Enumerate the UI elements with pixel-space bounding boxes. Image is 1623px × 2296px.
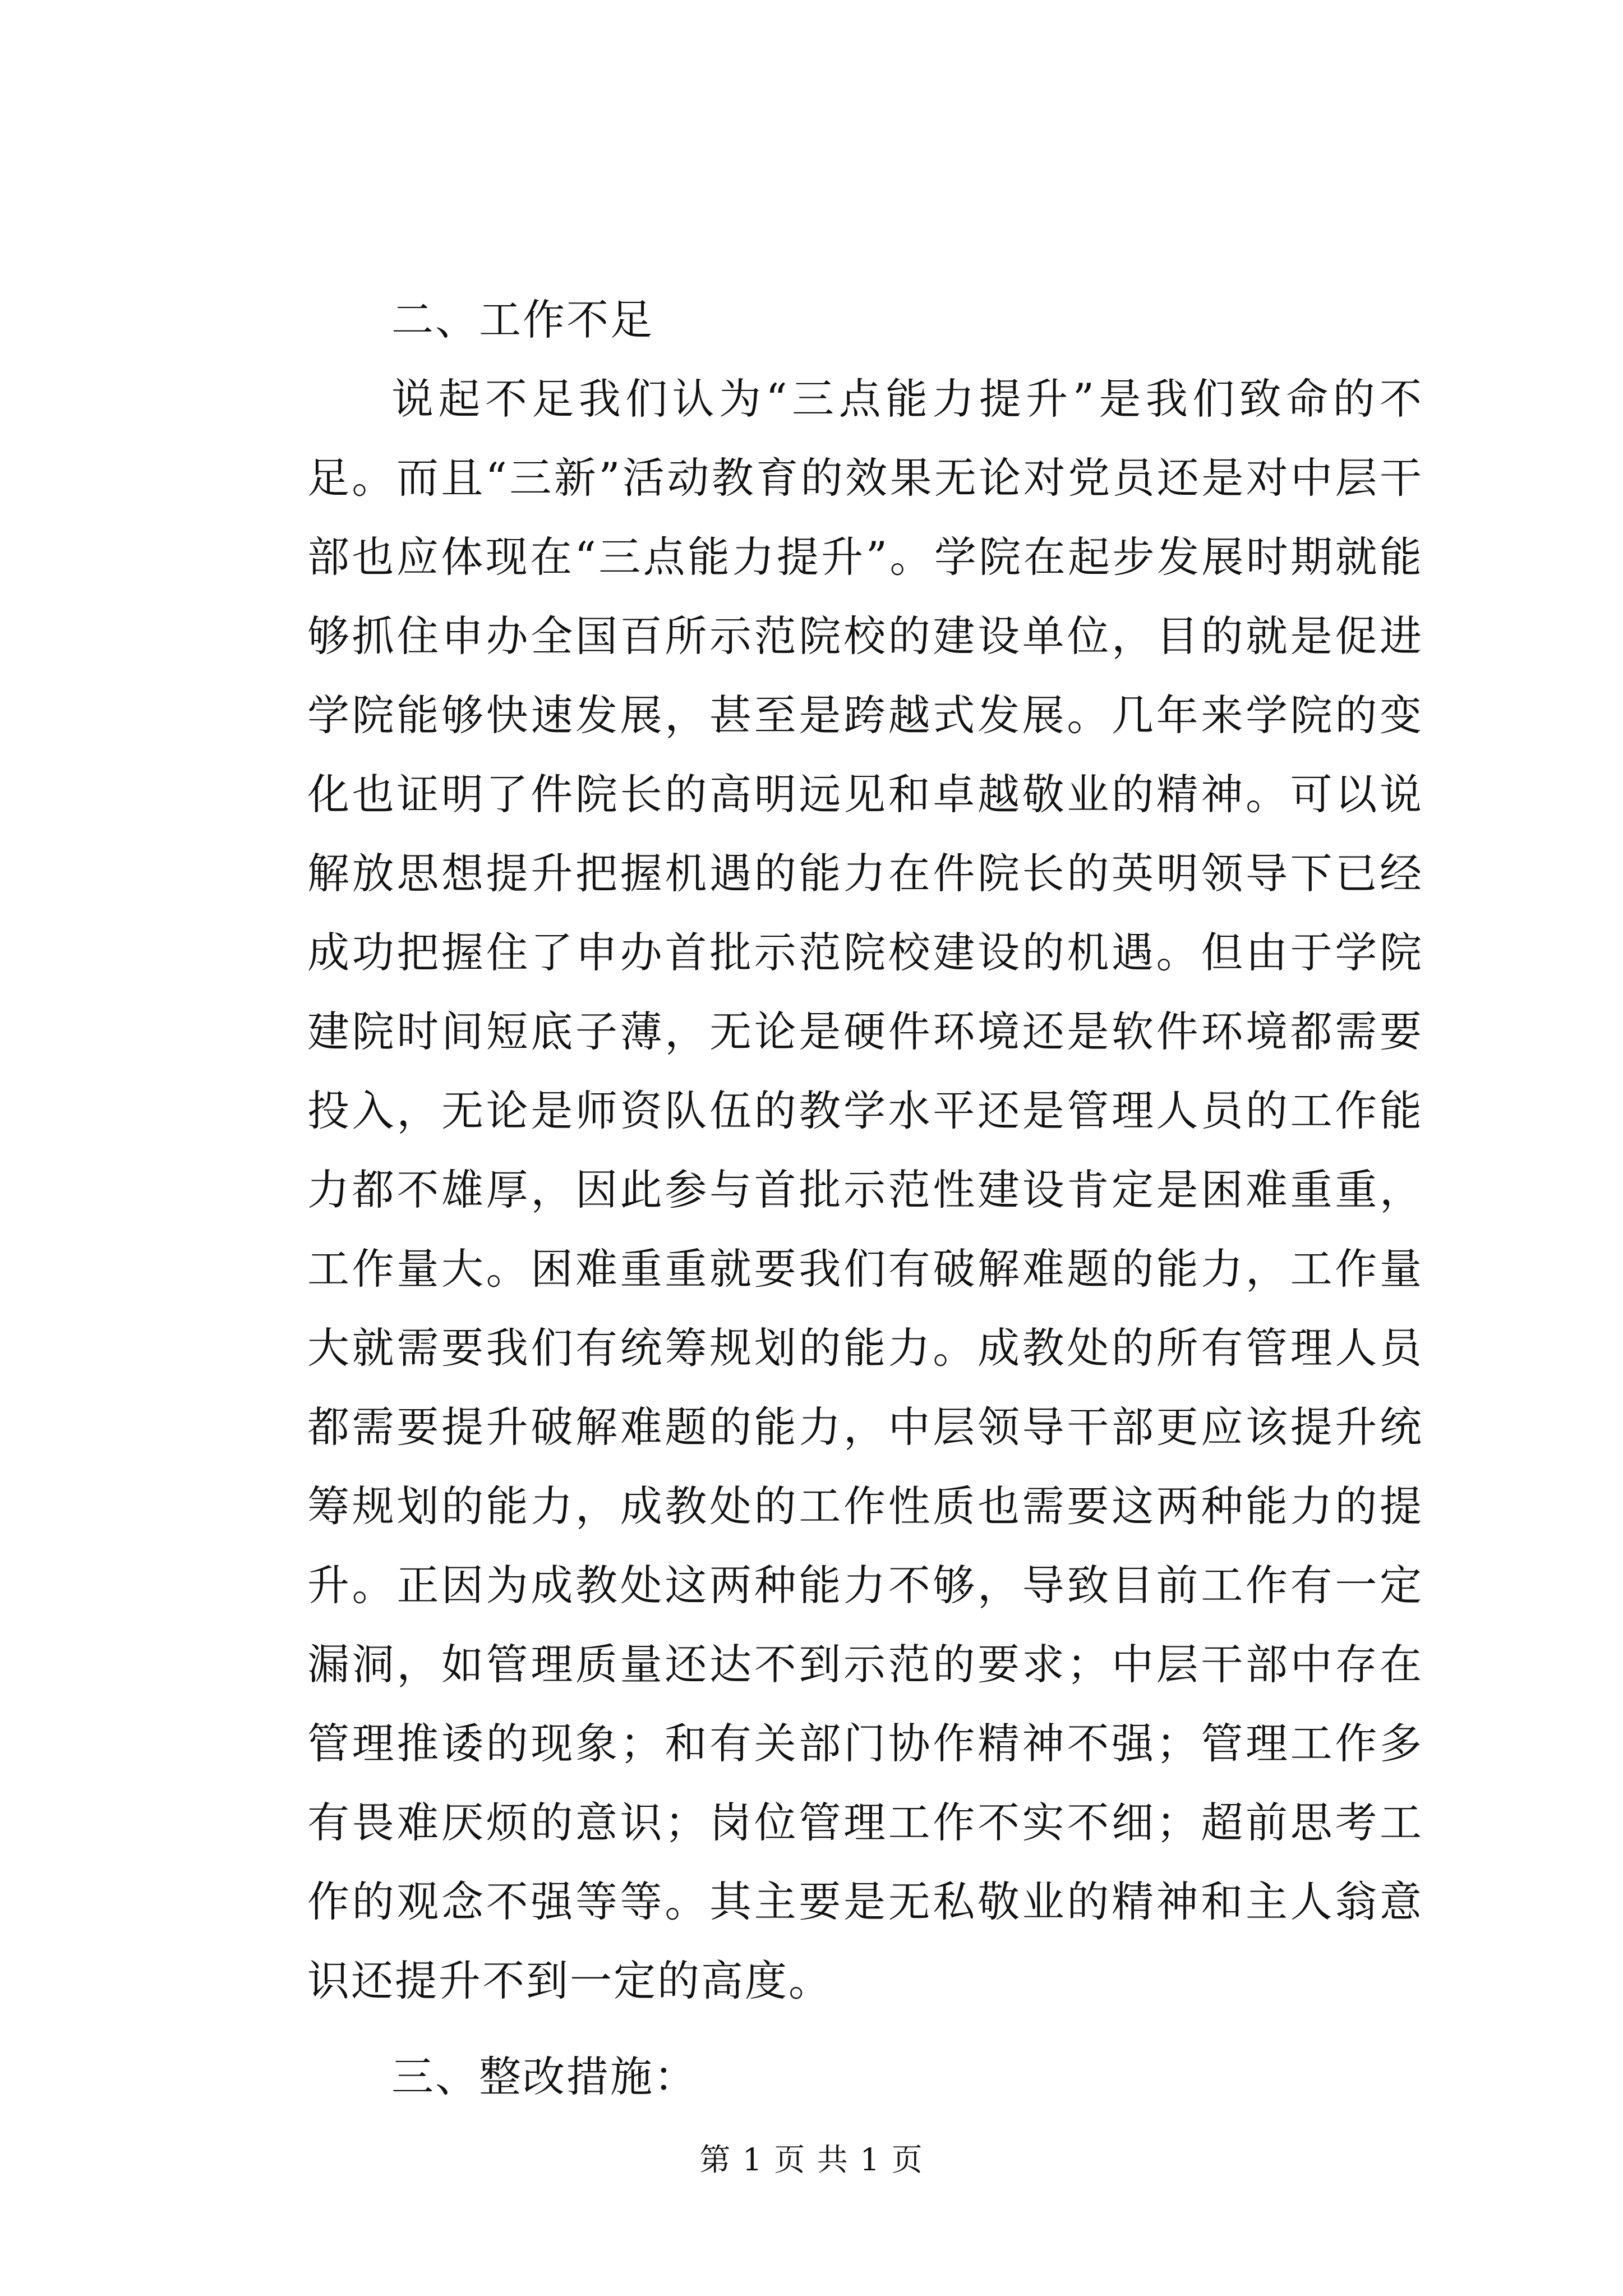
- document-body: [307, 280, 1423, 2116]
- section-heading-3: 三、整改措施：: [391, 2052, 698, 2101]
- section-paragraph-2: 说起不足我们认为“三点能力提升”是我们致命的不足。而且“三新”活动教育的效果无论对党员还是对中层干部也应体现在“三点能力提升”。学院在起步发展时期就能够抓住申办全国百所示范院校的建设单位，目的就是促进学院能够快速发展，甚至是跨越式发展。几年来学院的变化也证明了件院长的高明远见和卓越敬业的精神。可以说解放思想提升把握机遇的能力在件院长的英明领导下已经成功把握住了申办首批示范院校建设的机遇。但由于学院建院时间短底子薄，无论是硬件环境还是软件环境都需要投入，无论是师资队伍的教学水平还是管理人员的工作能力都不雄厚，因此参与首批示范性建设肯定是困难重重，工作量大。困难重重就要我们有破解难题的能力，工作量大就需要我们有统筹规划的能力。成教处的所有管理人员都需要提升破解难题的能力，中层领导干部更应该提升统筹规划的能力，成教处的工作性质也需要这两种能力的提升。正因为成教处这两种能力不够，导致目前工作有一定漏洞，如管理质量还达不到示范的要求；中层干部中存在管理推诿的现象；和有关部门协作精神不强；管理工作多有畏难厌烦的意识；岗位管理工作不实不细；超前思考工作的观念不强等等。其主要是无私敬业的精神和主人翁意识还提升不到一定的高度。: [307, 374, 1423, 2005]
- page-footer: 第 1 页 共 1 页: [699, 2142, 924, 2178]
- section-heading-2: 二、工作不足: [391, 295, 654, 344]
